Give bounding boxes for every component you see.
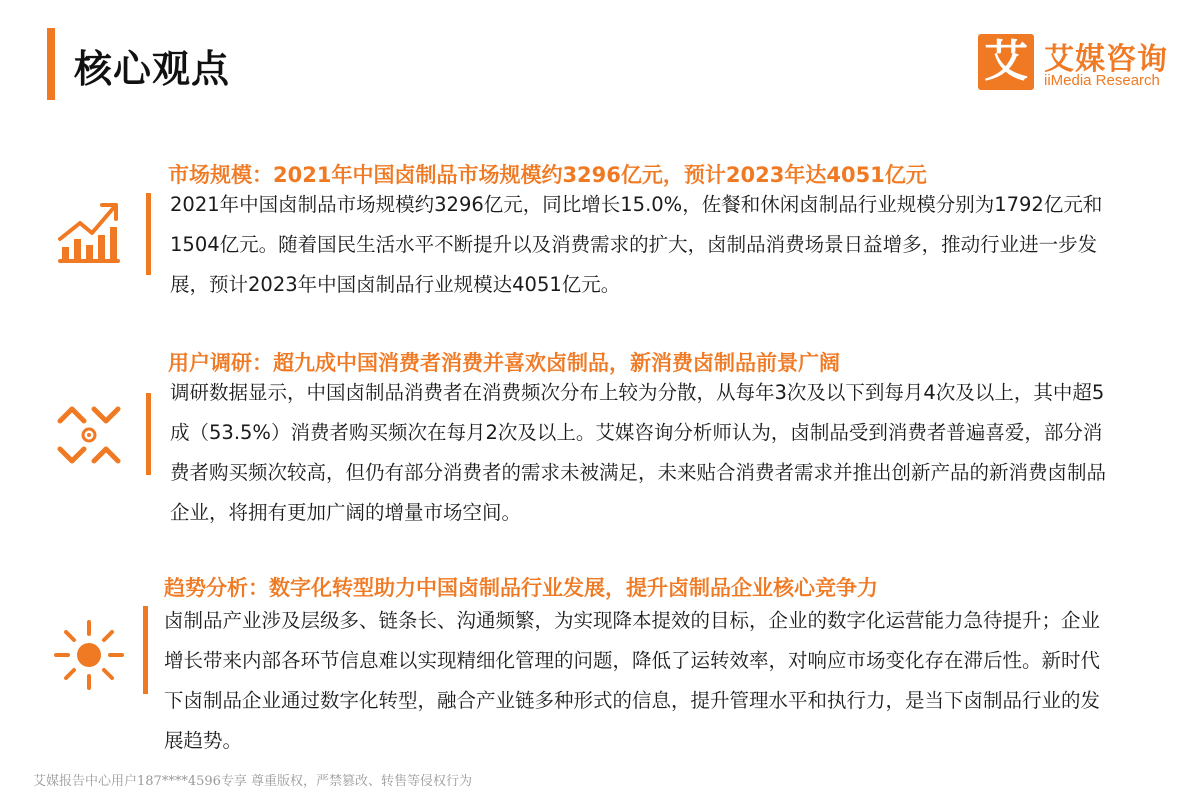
section-body: 调研数据显示，中国卤制品消费者在消费频次分布上较为分散，从每年3次及以下到每月4次及以上，其中超5成（53.5%）消费者购买频次在每月2次及以上。艾媒咨询分析师认为，卤制品受到消费者普遍喜爱，部分消费者购买频次较高，但仍有部分消费者的需求未被满足，未来贴合消费者需求并推出创新产品的新消费卤制品企业，将拥有更加广阔的增量市场空间。 [170,381,1107,524]
section-body: 卤制品产业涉及层级多、链条长、沟通频繁，为实现降本提效的目标，企业的数字化运营能力急待提升；企业增长带来内部各环节信息难以实现精细化管理的问题，降低了运转效率，对响应市场变化存在滞后性。新时代下卤制品企业通过数字化转型，融合产业链多种形式的信息，提升管理水平和执行力，是当下卤制品行业的发展趋势。 [164,609,1101,752]
section-body: 2021年中国卤制品市场规模约3296亿元，同比增长15.0%，佐餐和休闲卤制品行业规模分别为1792亿元和1504亿元。随着国民生活水平不断提升以及消费需求的扩大，卤制品消费场景日益增多，推动行业进一步发展，预计2023年中国卤制品行业规模达4051亿元。 [170,193,1103,296]
logo-name-en: iiMedia Research [1044,72,1160,89]
section-accent-bar [146,193,151,275]
section-accent-bar [143,606,148,694]
logo-mark: 艾 [978,34,1034,90]
copyright-footer: 艾媒报告中心用户187****4596专享 尊重版权，严禁篡改、转售等侵权行为 [33,774,473,789]
brand-logo [978,34,1173,92]
focus-target-icon [52,397,126,471]
sun-icon [52,618,126,692]
section-heading: 市场规模：2021年中国卤制品市场规模约3296亿元，预计2023年达4051亿元 [168,163,927,187]
page-title: 核心观点 [74,47,231,91]
section-accent-bar [146,393,151,475]
section-heading: 趋势分析：数字化转型助力中国卤制品行业发展，提升卤制品企业核心竞争力 [164,576,878,600]
section-heading: 用户调研：超九成中国消费者消费并喜欢卤制品，新消费卤制品前景广阔 [168,351,840,375]
title-accent-bar [47,28,55,100]
logo-name-cn: 艾媒咨询 [1044,42,1168,77]
bar-chart-trend-icon [52,195,126,269]
